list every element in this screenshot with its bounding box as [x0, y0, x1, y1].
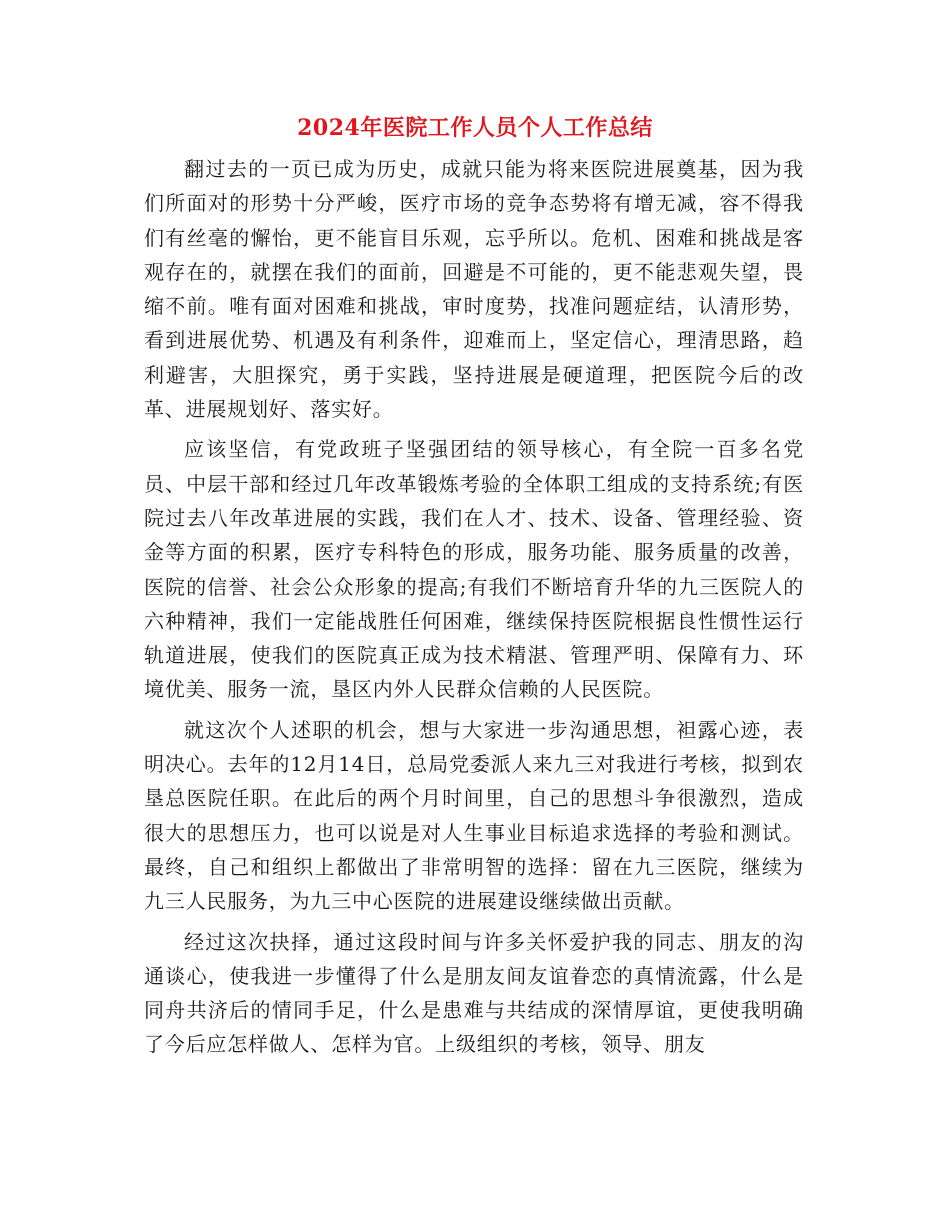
paragraph: 经过这次抉择，通过这段时间与许多关怀爱护我的同志、朋友的沟通谈心，使我进一步懂得了什么是朋友间友谊眷恋的真情流露，什么是同舟共济后的情同手足，什么是患难与共结成的深情厚谊，更使我明确了今后应怎样做人、怎样为官。上级组织的考核，领导、朋友: [144, 929, 804, 1057]
paragraph: 应该坚信，有党政班子坚强团结的领导核心，有全院一百多名党员、中层干部和经过几年改革锻炼考验的全体职工组成的支持系统;有医院过去八年改革进展的实践，我们在人才、技术、设备、管理经验、资金等方面的积累，医疗专科特色的形成，服务功能、服务质量的改善，医院的信誉、社会公众形象的提高;有我们不断培育升华的九三医院人的六种精神，我们一定能战胜任何困难，继续保持医院根据良性惯性运行轨道进展，使我们的医院真正成为技术精湛、管理严明、保障有力、环境优美、服务一流，垦区内外人民群众信赖的人民医院。: [144, 437, 804, 702]
paragraph: 翻过去的一页已成为历史，成就只能为将来医院进展奠基，因为我们所面对的形势十分严峻，医疗市场的竞争态势将有增无减，容不得我们有丝毫的懈怡，更不能盲目乐观，忘乎所以。危机、困难和挑战是客观存在的，就摆在我们的面前，回避是不可能的，更不能悲观失望，畏缩不前。唯有面对困难和挑战，审时度势，找准问题症结，认清形势，看到进展优势、机遇及有利条件，迎难而上，坚定信心，理清思路，趋利避害，大胆探究，勇于实践，坚持进展是硬道理，把医院今后的改革、进展规划好、落实好。: [144, 157, 804, 422]
document-title: 2024年医院工作人员个人工作总结: [297, 115, 653, 141]
document-body: [144, 152, 804, 1068]
paragraph: 就这次个人述职的机会，想与大家进一步沟通思想，袒露心迹，表明决心。去年的12月14日，总局党委派人来九三对我进行考核，拟到农垦总医院任职。在此后的两个月时间里，自己的思想斗争很激烈，造成很大的思想压力，也可以说是对人生事业目标追求选择的考验和测试。最终，自己和组织上都做出了非常明智的选择：留在九三医院，继续为九三人民服务，为九三中心医院的进展建设继续做出贡献。: [144, 717, 804, 914]
